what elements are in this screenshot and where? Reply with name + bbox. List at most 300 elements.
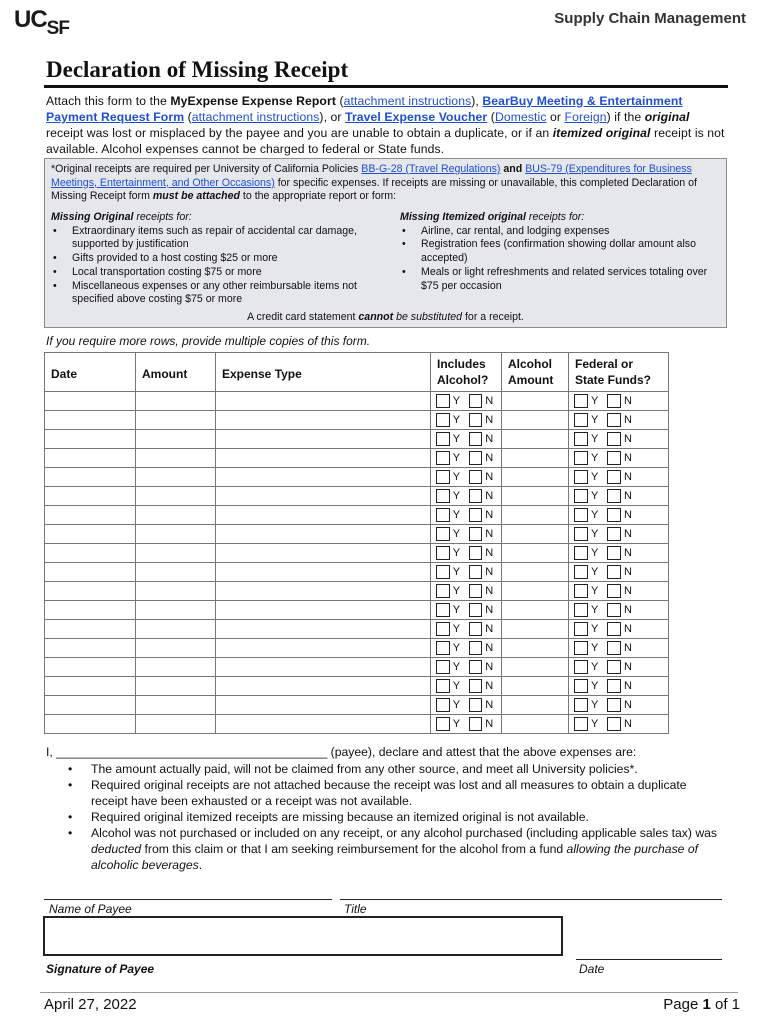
no-label: N [485,642,494,654]
funds-yes-checkbox[interactable] [574,451,588,465]
date-cell[interactable] [45,677,136,696]
col-header-date: Date [45,353,136,392]
bb-g-28-link[interactable]: BB-G-28 (Travel Regulations) [361,163,501,175]
date-cell[interactable] [45,525,136,544]
alcohol-no-checkbox[interactable] [469,660,483,674]
amount-cell[interactable] [136,411,216,430]
no-label: N [485,471,494,483]
date-cell[interactable] [45,696,136,715]
date-cell[interactable] [45,620,136,639]
alcohol-choice [431,468,501,486]
table-row [45,582,669,601]
date-cell[interactable] [45,582,136,601]
alcohol-amount-cell[interactable] [502,392,569,411]
no-label: N [485,452,494,464]
funds-choice [569,544,668,562]
funds-yes-checkbox[interactable] [574,470,588,484]
policy-notice-box [44,158,727,328]
list-item: • Gifts provided to a host costing $25 or more [51,252,391,266]
alcohol-yes-checkbox[interactable] [436,527,450,541]
signature-input-box[interactable] [43,916,563,956]
alcohol-yes-checkbox[interactable] [436,451,450,465]
date-cell[interactable] [45,487,136,506]
alcohol-choice [431,430,501,448]
funds-no-checkbox[interactable] [607,698,621,712]
no-label: N [624,414,632,426]
missing-original-list: Missing Original receipts for: • Extraordinary items such as repair of accidental car damage, supported by justification • Gifts provided to a host costing $25 or more • Local transportation costing $75 or more • Miscellaneous expenses or any other reimbursable items not specified above costing $75 or more [51,211,391,307]
list-item: • Required original itemized receipts are missing because an itemized original is not available. [46,809,726,825]
yes-label: Y [591,509,599,521]
table-row [45,449,669,468]
funds-yes-checkbox[interactable] [574,641,588,655]
yes-label: Y [452,680,461,692]
funds-yes-checkbox[interactable] [574,698,588,712]
alcohol-choice [431,601,501,619]
expense-type-cell[interactable] [216,506,431,525]
alcohol-yes-checkbox[interactable] [436,394,450,408]
expense-type-cell[interactable] [216,411,431,430]
alcohol-yes-checkbox[interactable] [436,470,450,484]
bus-79-link[interactable]: BUS-79 (Expenditures for Business Meetings, Entertainment, and Other Occasions) [51,163,692,189]
alcohol-amount-cell[interactable] [502,715,569,734]
funds-no-checkbox[interactable] [607,527,621,541]
alcohol-amount-cell[interactable] [502,544,569,563]
list-item: • Airline, car rental, and lodging expenses [400,225,720,239]
signature-label: Signature of Payee [46,962,155,976]
alcohol-no-checkbox[interactable] [469,717,483,731]
funds-no-checkbox[interactable] [607,470,621,484]
date-cell[interactable] [45,430,136,449]
expense-type-cell[interactable] [216,696,431,715]
funds-no-checkbox[interactable] [607,546,621,560]
list-item: • Registration fees (confirmation showing dollar amount also accepted) [400,238,720,265]
alcohol-amount-cell[interactable] [502,601,569,620]
attachment-instructions-link[interactable]: attachment instructions [343,94,472,108]
date-cell[interactable] [45,468,136,487]
yes-label: Y [591,585,599,597]
funds-yes-checkbox[interactable] [574,489,588,503]
col-header-expense-type: Expense Type [216,353,431,392]
expense-type-cell[interactable] [216,449,431,468]
alcohol-amount-cell[interactable] [502,563,569,582]
title-rule [44,85,728,88]
alcohol-choice [431,525,501,543]
alcohol-choice [431,639,501,657]
funds-choice [569,411,668,429]
table-row [45,392,669,411]
yes-label: Y [452,414,461,426]
funds-choice [569,658,668,676]
alcohol-choice [431,544,501,562]
funds-no-checkbox[interactable] [607,717,621,731]
amount-cell[interactable] [136,582,216,601]
no-label: N [624,623,632,635]
alcohol-no-checkbox[interactable] [469,546,483,560]
funds-choice [569,468,668,486]
alcohol-no-checkbox[interactable] [469,527,483,541]
funds-choice [569,639,668,657]
amount-cell[interactable] [136,658,216,677]
funds-yes-checkbox[interactable] [574,546,588,560]
declaration-section [46,744,726,873]
list-item: • Local transportation costing $75 or more [51,266,391,280]
footer-date: April 27, 2022 [44,996,137,1013]
date-cell[interactable] [45,563,136,582]
table-header-row [45,353,669,392]
no-label: N [485,414,494,426]
alcohol-yes-checkbox[interactable] [436,489,450,503]
alcohol-amount-cell[interactable] [502,639,569,658]
expense-type-cell[interactable] [216,715,431,734]
funds-no-checkbox[interactable] [607,451,621,465]
no-label: N [624,566,632,578]
funds-yes-checkbox[interactable] [574,679,588,693]
funds-choice [569,487,668,505]
table-row [45,620,669,639]
yes-label: Y [591,433,599,445]
yes-label: Y [591,490,599,502]
amount-cell[interactable] [136,430,216,449]
funds-yes-checkbox[interactable] [574,603,588,617]
funds-no-checkbox[interactable] [607,679,621,693]
alcohol-no-checkbox[interactable] [469,622,483,636]
amount-cell[interactable] [136,715,216,734]
yes-label: Y [591,414,599,426]
list-item: • Alcohol was not purchased or included on any receipt, or any alcohol purchased (including applicable sales tax) was deducted from this claim or that I am seeking reimbursement for the alcohol from a fund allowing the purchase of alcoholic beverages. [46,825,726,873]
intro-paragraph: Attach this form to the MyExpense Expense Report (attachment instructions), BearBuy Meeting & Entertainment Payment Request Form (attachment instructions), or Travel Expense Voucher (Domestic or Foreign) if the original receipt was lost or misplaced by the payee and you are unable to obtain a duplicate, or if an itemized original receipt is not available. Alcohol expenses cannot be charged to federal or State funds. [46,94,725,156]
table-row [45,601,669,620]
amount-cell[interactable] [136,449,216,468]
expense-type-cell[interactable] [216,468,431,487]
expense-table [44,352,669,734]
yes-label: Y [452,661,461,673]
alcohol-amount-cell[interactable] [502,677,569,696]
yes-label: Y [452,528,461,540]
alcohol-no-checkbox[interactable] [469,470,483,484]
no-label: N [624,471,632,483]
yes-label: Y [452,623,461,635]
yes-label: Y [591,395,599,407]
name-of-payee-line[interactable] [44,899,332,900]
funds-yes-checkbox[interactable] [574,394,588,408]
table-row [45,658,669,677]
yes-label: Y [591,604,599,616]
funds-choice [569,430,668,448]
alcohol-amount-cell[interactable] [502,430,569,449]
yes-label: Y [452,490,461,502]
yes-label: Y [452,718,461,730]
alcohol-amount-cell[interactable] [502,468,569,487]
funds-no-checkbox[interactable] [607,394,621,408]
funds-no-checkbox[interactable] [607,660,621,674]
amount-cell[interactable] [136,506,216,525]
yes-label: Y [452,699,461,711]
no-label: N [624,604,632,616]
funds-yes-checkbox[interactable] [574,565,588,579]
expense-type-cell[interactable] [216,601,431,620]
page-number: Page 1 of 1 [663,996,740,1013]
col-header-includes-alcohol: Includes Alcohol? [431,353,502,392]
yes-label: Y [452,471,461,483]
alcohol-yes-checkbox[interactable] [436,641,450,655]
yes-label: Y [452,642,461,654]
no-label: N [485,395,494,407]
no-label: N [485,604,494,616]
amount-cell[interactable] [136,677,216,696]
date-label: Date [579,962,605,976]
amount-cell[interactable] [136,563,216,582]
funds-no-checkbox[interactable] [607,508,621,522]
credit-card-note: A credit card statement cannot be substituted for a receipt. [247,311,524,323]
no-label: N [485,528,494,540]
yes-label: Y [591,642,599,654]
expense-type-cell[interactable] [216,639,431,658]
alcohol-choice [431,449,501,467]
funds-choice [569,506,668,524]
alcohol-amount-cell[interactable] [502,449,569,468]
funds-choice [569,392,668,410]
yes-label: Y [591,528,599,540]
alcohol-amount-cell[interactable] [502,506,569,525]
alcohol-no-checkbox[interactable] [469,565,483,579]
alcohol-yes-checkbox[interactable] [436,508,450,522]
alcohol-no-checkbox[interactable] [469,698,483,712]
funds-no-checkbox[interactable] [607,584,621,598]
no-label: N [485,680,494,692]
date-cell[interactable] [45,544,136,563]
funds-yes-checkbox[interactable] [574,527,588,541]
yes-label: Y [452,509,461,521]
funds-choice [569,715,668,733]
alcohol-choice [431,658,501,676]
table-row [45,411,669,430]
funds-no-checkbox[interactable] [607,432,621,446]
alcohol-yes-checkbox[interactable] [436,679,450,693]
alcohol-yes-checkbox[interactable] [436,717,450,731]
expense-type-cell[interactable] [216,544,431,563]
no-label: N [624,699,632,711]
funds-yes-checkbox[interactable] [574,508,588,522]
amount-cell[interactable] [136,639,216,658]
expense-type-cell[interactable] [216,525,431,544]
expense-type-cell[interactable] [216,582,431,601]
table-row [45,525,669,544]
department-name: Supply Chain Management [554,10,746,27]
funds-choice [569,525,668,543]
yes-label: Y [591,661,599,673]
table-row [45,715,669,734]
bearbuy-form-link[interactable]: BearBuy Meeting & Entertainment Payment Request Form [46,94,683,124]
alcohol-choice [431,392,501,410]
no-label: N [485,661,494,673]
alcohol-choice [431,563,501,581]
funds-yes-checkbox[interactable] [574,584,588,598]
list-item: • Miscellaneous expenses or any other reimbursable items not specified above costing $75 or more [51,280,391,307]
no-label: N [624,680,632,692]
alcohol-yes-checkbox[interactable] [436,698,450,712]
no-label: N [624,528,632,540]
funds-yes-checkbox[interactable] [574,660,588,674]
funds-choice [569,601,668,619]
alcohol-amount-cell[interactable] [502,525,569,544]
amount-cell[interactable] [136,620,216,639]
alcohol-choice [431,411,501,429]
alcohol-no-checkbox[interactable] [469,508,483,522]
alcohol-yes-checkbox[interactable] [436,432,450,446]
no-label: N [485,585,494,597]
alcohol-amount-cell[interactable] [502,411,569,430]
no-label: N [624,718,632,730]
amount-cell[interactable] [136,601,216,620]
alcohol-amount-cell[interactable] [502,620,569,639]
foreign-link[interactable]: Foreign [564,110,607,124]
alcohol-choice [431,487,501,505]
attachment-instructions-link-2[interactable]: attachment instructions [191,110,320,124]
amount-cell[interactable] [136,468,216,487]
footer-rule [40,992,738,993]
alcohol-yes-checkbox[interactable] [436,660,450,674]
declaration-intro: I, ________________________________________ (payee), declare and attest that the above expenses are: [46,745,637,759]
yes-label: Y [591,699,599,711]
alcohol-no-checkbox[interactable] [469,679,483,693]
date-cell[interactable] [45,715,136,734]
table-row [45,506,669,525]
amount-cell[interactable] [136,544,216,563]
date-cell[interactable] [45,639,136,658]
amount-cell[interactable] [136,392,216,411]
alcohol-yes-checkbox[interactable] [436,603,450,617]
funds-yes-checkbox[interactable] [574,413,588,427]
amount-cell[interactable] [136,525,216,544]
alcohol-choice [431,620,501,638]
yes-label: Y [452,604,461,616]
yes-label: Y [591,566,599,578]
funds-yes-checkbox[interactable] [574,622,588,636]
alcohol-no-checkbox[interactable] [469,394,483,408]
alcohol-amount-cell[interactable] [502,582,569,601]
alcohol-choice [431,696,501,714]
list-item: • The amount actually paid, will not be claimed from any other source, and meet all University policies*. [46,761,726,777]
no-label: N [624,547,632,559]
funds-choice [569,449,668,467]
alcohol-yes-checkbox[interactable] [436,565,450,579]
alcohol-no-checkbox[interactable] [469,451,483,465]
yes-label: Y [452,566,461,578]
expense-type-cell[interactable] [216,392,431,411]
ucsf-logo: $UC_{SF}$ [14,6,69,39]
date-cell[interactable] [45,506,136,525]
funds-no-checkbox[interactable] [607,622,621,636]
alcohol-amount-cell[interactable] [502,487,569,506]
alcohol-yes-checkbox[interactable] [436,584,450,598]
no-label: N [624,490,632,502]
funds-choice [569,677,668,695]
yes-label: Y [452,547,461,559]
funds-yes-checkbox[interactable] [574,432,588,446]
amount-cell[interactable] [136,696,216,715]
title-label: Title [344,902,367,916]
table-row [45,544,669,563]
table-row [45,696,669,715]
no-label: N [485,623,494,635]
no-label: N [624,509,632,521]
date-cell[interactable] [45,449,136,468]
expense-type-cell[interactable] [216,563,431,582]
table-row [45,677,669,696]
funds-no-checkbox[interactable] [607,489,621,503]
yes-label: Y [452,585,461,597]
table-row [45,430,669,449]
funds-no-checkbox[interactable] [607,413,621,427]
funds-no-checkbox[interactable] [607,565,621,579]
expense-type-cell[interactable] [216,677,431,696]
travel-expense-voucher-link[interactable]: Travel Expense Voucher [345,110,488,124]
alcohol-no-checkbox[interactable] [469,489,483,503]
yes-label: Y [591,452,599,464]
alcohol-yes-checkbox[interactable] [436,413,450,427]
no-label: N [485,547,494,559]
alcohol-no-checkbox[interactable] [469,432,483,446]
amount-cell[interactable] [136,487,216,506]
yes-label: Y [591,623,599,635]
list-item: • Meals or light refreshments and related services totaling over $75 per occasion [400,266,720,293]
col-header-alcohol-amount: Alcohol Amount [502,353,569,392]
name-of-payee-label: Name of Payee [49,902,132,916]
page-title: Declaration of Missing Receipt [46,57,349,82]
expense-type-cell[interactable] [216,620,431,639]
expense-type-cell[interactable] [216,487,431,506]
no-label: N [485,566,494,578]
date-line[interactable] [576,959,722,960]
expense-type-cell[interactable] [216,658,431,677]
funds-yes-checkbox[interactable] [574,717,588,731]
date-cell[interactable] [45,658,136,677]
alcohol-amount-cell[interactable] [502,696,569,715]
no-label: N [485,718,494,730]
no-label: N [485,699,494,711]
alcohol-yes-checkbox[interactable] [436,622,450,636]
alcohol-no-checkbox[interactable] [469,603,483,617]
alcohol-no-checkbox[interactable] [469,641,483,655]
yes-label: Y [452,395,461,407]
alcohol-choice [431,582,501,600]
table-row [45,487,669,506]
date-cell[interactable] [45,601,136,620]
funds-no-checkbox[interactable] [607,641,621,655]
date-cell[interactable] [45,411,136,430]
expense-type-cell[interactable] [216,430,431,449]
alcohol-yes-checkbox[interactable] [436,546,450,560]
yes-label: Y [591,718,599,730]
title-line[interactable] [340,899,722,900]
list-item: • Extraordinary items such as repair of accidental car damage, supported by justification [51,225,391,252]
missing-itemized-list: Missing Itemized original receipts for: • Airline, car rental, and lodging expenses • Registration fees (confirmation showing dollar amount also accepted) • Meals or light refreshments and related services totaling over $75 per occasion [400,211,720,293]
alcohol-no-checkbox[interactable] [469,413,483,427]
funds-choice [569,563,668,581]
funds-choice [569,620,668,638]
table-hint: If you require more rows, provide multiple copies of this form. [46,334,371,348]
table-row [45,468,669,487]
date-cell[interactable] [45,392,136,411]
col-header-amount: Amount [136,353,216,392]
no-label: N [624,585,632,597]
domestic-link[interactable]: Domestic [494,110,547,124]
alcohol-choice [431,677,501,695]
table-row [45,563,669,582]
alcohol-no-checkbox[interactable] [469,584,483,598]
alcohol-amount-cell[interactable] [502,658,569,677]
funds-no-checkbox[interactable] [607,603,621,617]
